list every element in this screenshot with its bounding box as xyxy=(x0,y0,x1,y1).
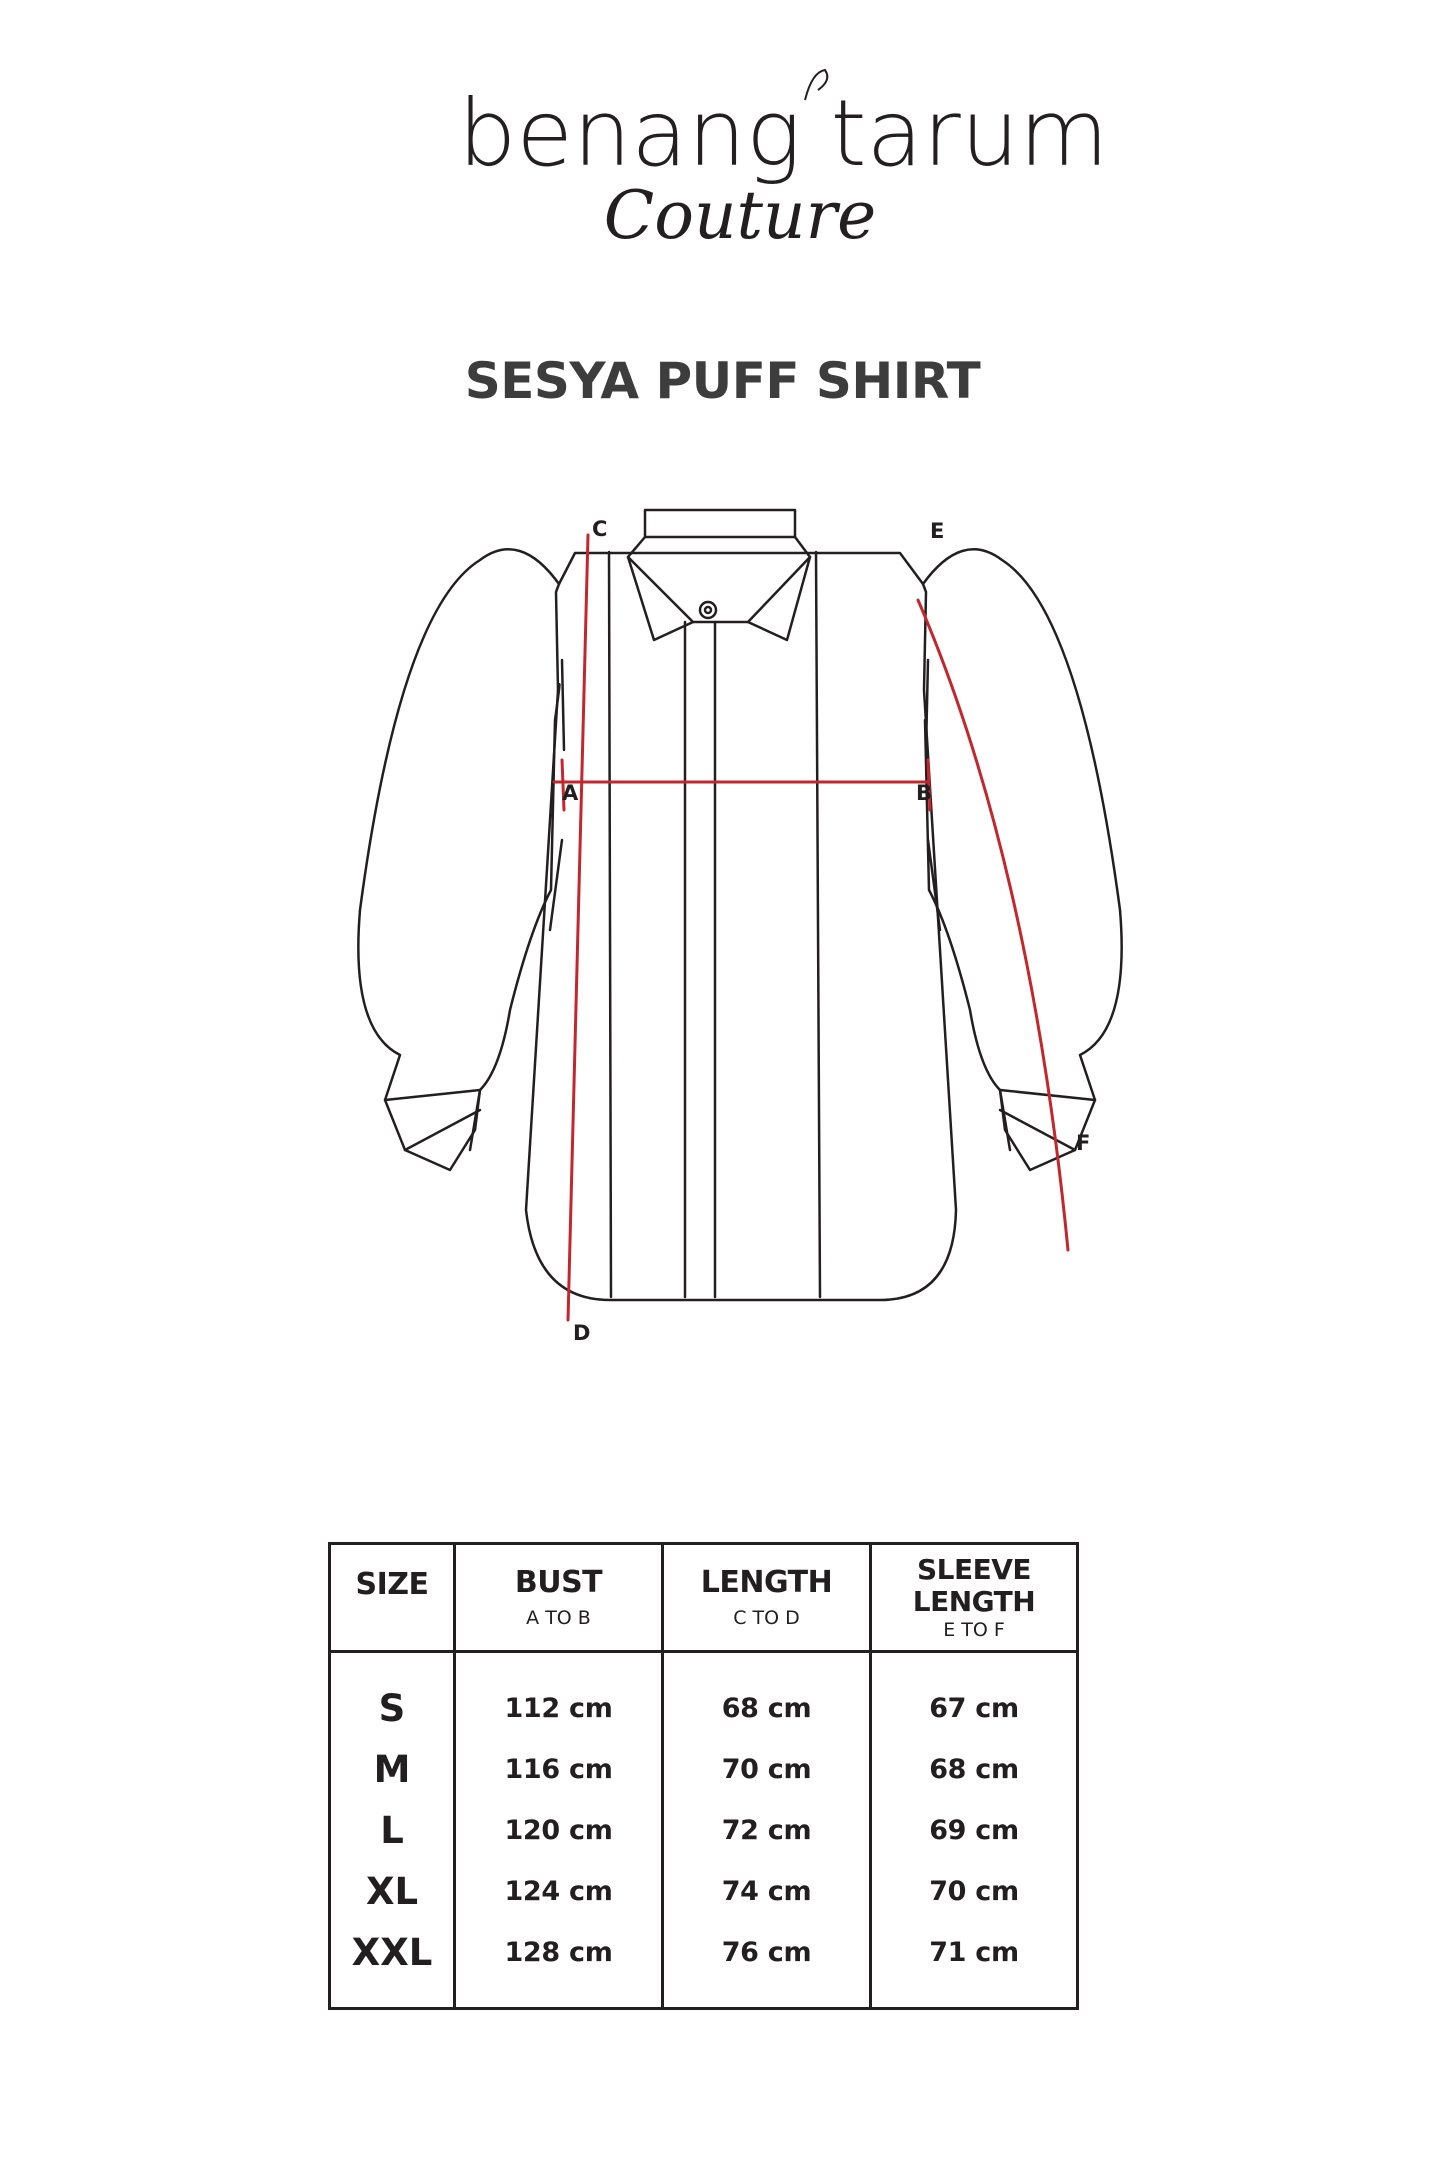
table-cell-length: 70 cm xyxy=(721,1753,812,1785)
bust-column xyxy=(455,1652,663,2009)
table-body-row xyxy=(330,1652,1078,2009)
table-cell-sleeve: 69 cm xyxy=(929,1814,1019,1846)
table-cell-bust: 116 cm xyxy=(504,1753,613,1785)
table-cell-bust: 128 cm xyxy=(504,1936,613,1968)
sleeve-column xyxy=(871,1652,1078,2009)
shirt-placket xyxy=(685,622,715,1297)
shirt-sketch xyxy=(340,510,1120,1345)
table-cell-sleeve: 67 cm xyxy=(929,1692,1019,1724)
table-cell-size: XL xyxy=(365,1869,419,1913)
table-cell-size: S xyxy=(378,1686,406,1730)
table-cell-length: 76 cm xyxy=(721,1936,812,1968)
header-sleeve-label-1: SLEEVE xyxy=(916,1552,1032,1586)
brand-name: benang tarum xyxy=(458,80,1109,187)
point-e-label: E xyxy=(930,519,945,543)
header-size xyxy=(330,1544,455,1652)
table-cell-length: 72 cm xyxy=(721,1814,812,1846)
table-cell-bust: 120 cm xyxy=(504,1814,613,1846)
product-title: SESYA PUFF SHIRT xyxy=(464,352,981,410)
table-cell-bust: 124 cm xyxy=(504,1875,613,1907)
collar-button-icon xyxy=(700,602,716,618)
header-length-label: LENGTH xyxy=(700,1564,833,1600)
size-column xyxy=(330,1652,455,2009)
point-b-label: B xyxy=(916,781,933,805)
header-sleeve-sub: E TO F xyxy=(943,1618,1005,1641)
table-cell-sleeve: 70 cm xyxy=(929,1875,1019,1907)
point-c-label: C xyxy=(592,517,608,541)
table-cell-sleeve: 71 cm xyxy=(929,1936,1019,1968)
table-cell-size: XXL xyxy=(351,1930,433,1974)
table-cell-size: L xyxy=(380,1808,404,1852)
table-cell-length: 74 cm xyxy=(721,1875,812,1907)
garment-diagram xyxy=(340,510,1120,1345)
header-sleeve-length xyxy=(871,1544,1078,1652)
table-cell-bust: 112 cm xyxy=(504,1692,613,1724)
brand-logo xyxy=(440,60,1109,260)
header-bust-label: BUST xyxy=(514,1564,603,1600)
header-size-label: SIZE xyxy=(355,1566,429,1602)
length-column xyxy=(663,1652,871,2009)
header-bust xyxy=(455,1544,663,1652)
brand-logo-mark xyxy=(440,60,1109,260)
shirt-body-outline xyxy=(526,553,956,1300)
size-chart-table xyxy=(328,1542,1079,2010)
point-d-label: D xyxy=(573,1321,591,1345)
length-measure-line xyxy=(568,535,588,1320)
right-sleeve xyxy=(923,549,1122,1170)
header-length-sub: C TO D xyxy=(733,1606,800,1629)
header-bust-sub: A TO B xyxy=(526,1606,591,1629)
point-f-label: F xyxy=(1076,1131,1091,1155)
header-sleeve-label-2: LENGTH xyxy=(912,1584,1036,1618)
table-cell-size: M xyxy=(373,1747,411,1791)
table-cell-length: 68 cm xyxy=(721,1692,812,1724)
point-a-label: A xyxy=(562,781,579,805)
shirt-collar xyxy=(628,510,810,640)
table-cell-sleeve: 68 cm xyxy=(929,1753,1019,1785)
left-sleeve xyxy=(358,549,559,1170)
table-header-row xyxy=(330,1544,1078,1652)
brand-subname: Couture xyxy=(603,177,877,254)
header-length xyxy=(663,1544,871,1652)
